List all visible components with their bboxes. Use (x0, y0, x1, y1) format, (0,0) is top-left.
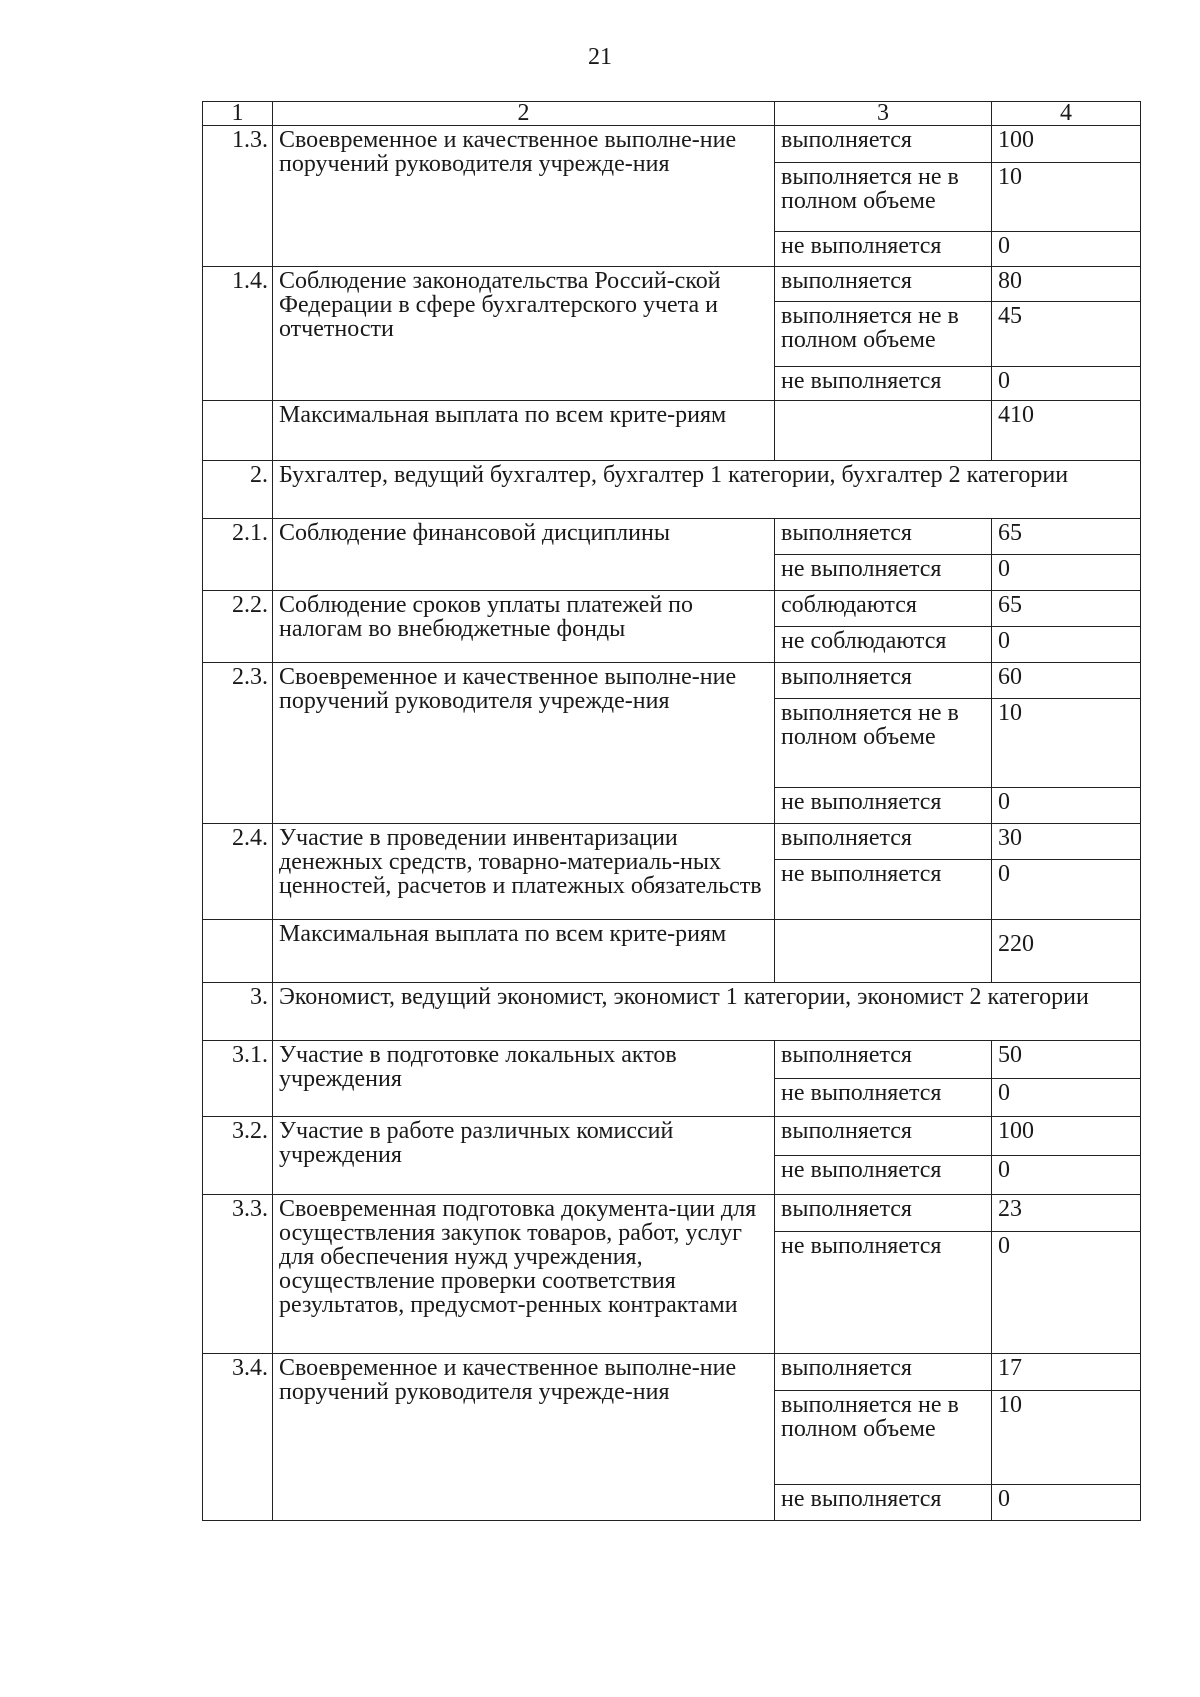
points-cell: 10 (992, 699, 1141, 788)
points-cell: 0 (992, 788, 1141, 824)
points-cell: 0 (992, 1079, 1141, 1117)
table-row (203, 1041, 1141, 1079)
row-number: 2.1. (203, 519, 273, 591)
state-cell: не соблюдаются (775, 627, 992, 663)
state-cell: не выполняется (775, 1232, 992, 1354)
section-title: Бухгалтер, ведущий бухгалтер, бухгалтер 1 категории, бухгалтер 2 категории (273, 461, 1141, 519)
header-col-3: 3 (775, 102, 992, 126)
points-cell: 0 (992, 860, 1141, 920)
points-cell: 17 (992, 1354, 1141, 1391)
criterion-text: Своевременное и качественное выполне-ние поручений руководителя учрежде-ния (273, 126, 775, 267)
state-cell: выполняется не в полном объеме (775, 163, 992, 232)
row-number: 1.3. (203, 126, 273, 267)
table-row (203, 824, 1141, 860)
section-row (203, 461, 1141, 519)
state-cell: не выполняется (775, 1156, 992, 1195)
state-cell: выполняется (775, 519, 992, 555)
criterion-text: Соблюдение сроков уплаты платежей по налогам во внебюджетные фонды (273, 591, 775, 663)
points-cell: 0 (992, 1156, 1141, 1195)
state-cell: выполняется не в полном объеме (775, 699, 992, 788)
section-title: Экономист, ведущий экономист, экономист 1 категории, экономист 2 категории (273, 983, 1141, 1041)
section-number: 2. (203, 461, 273, 519)
points-cell: 60 (992, 663, 1141, 699)
empty-cell (203, 920, 273, 983)
row-number: 2.2. (203, 591, 273, 663)
table-row (203, 519, 1141, 555)
table-row (203, 126, 1141, 163)
criterion-text: Соблюдение законодательства Россий-ской Федерации в сфере бухгалтерского учета и отчетности (273, 267, 775, 401)
header-row (203, 102, 1141, 126)
points-cell: 65 (992, 591, 1141, 627)
criteria-table-body (203, 102, 1141, 1521)
table-row (203, 591, 1141, 627)
header-col-1: 1 (203, 102, 273, 126)
criterion-text: Участие в работе различных комиссий учреждения (273, 1117, 775, 1195)
points-cell: 30 (992, 824, 1141, 860)
state-cell: не выполняется (775, 860, 992, 920)
criterion-text: Участие в проведении инвентаризации денежных средств, товарно-материаль-ных ценностей, расчетов и платежных обязательств (273, 824, 775, 920)
points-cell: 80 (992, 267, 1141, 302)
points-cell: 100 (992, 126, 1141, 163)
points-cell: 0 (992, 367, 1141, 401)
header-col-2: 2 (273, 102, 775, 126)
row-number: 2.3. (203, 663, 273, 824)
criterion-text: Участие в подготовке локальных актов учреждения (273, 1041, 775, 1117)
criterion-text: Своевременное и качественное выполне-ние поручений руководителя учрежде-ния (273, 1354, 775, 1521)
max-payment-label: Максимальная выплата по всем крите-риям (273, 401, 775, 461)
state-cell: не выполняется (775, 367, 992, 401)
points-cell: 10 (992, 163, 1141, 232)
row-number: 3.2. (203, 1117, 273, 1195)
state-cell: выполняется (775, 1195, 992, 1232)
criterion-text: Своевременная подготовка документа-ции для осуществления закупок товаров, работ, услуг для обеспечения нужд учреждения, осуществление проверки соответствия результатов, предусмот-ренных контрактами (273, 1195, 775, 1354)
points-cell: 100 (992, 1117, 1141, 1156)
state-cell: выполняется не в полном объеме (775, 302, 992, 367)
points-cell: 0 (992, 1485, 1141, 1521)
criterion-text: Соблюдение финансовой дисциплины (273, 519, 775, 591)
points-cell: 10 (992, 1391, 1141, 1485)
points-cell: 23 (992, 1195, 1141, 1232)
state-cell: выполняется (775, 126, 992, 163)
empty-cell (775, 401, 992, 461)
state-cell: выполняется (775, 824, 992, 860)
state-cell: соблюдаются (775, 591, 992, 627)
max-payment-label: Максимальная выплата по всем крите-риям (273, 920, 775, 983)
state-cell: выполняется (775, 1041, 992, 1079)
state-cell: выполняется (775, 663, 992, 699)
points-cell: 0 (992, 627, 1141, 663)
state-cell: не выполняется (775, 1079, 992, 1117)
row-number: 2.4. (203, 824, 273, 920)
row-number: 1.4. (203, 267, 273, 401)
table-row (203, 1117, 1141, 1156)
row-number: 3.1. (203, 1041, 273, 1117)
points-cell: 0 (992, 1232, 1141, 1354)
row-number: 3.4. (203, 1354, 273, 1521)
empty-cell (775, 920, 992, 983)
state-cell: выполняется (775, 267, 992, 302)
state-cell: не выполняется (775, 232, 992, 267)
table-row (203, 663, 1141, 699)
criteria-table (202, 101, 1141, 1521)
max-payment-row (203, 401, 1141, 461)
max-payment-row (203, 920, 1141, 983)
state-cell: не выполняется (775, 788, 992, 824)
points-cell: 65 (992, 519, 1141, 555)
state-cell: не выполняется (775, 555, 992, 591)
empty-cell (203, 401, 273, 461)
section-number: 3. (203, 983, 273, 1041)
points-cell: 45 (992, 302, 1141, 367)
table-row (203, 1354, 1141, 1391)
max-payment-value: 220 (992, 920, 1141, 983)
criterion-text: Своевременное и качественное выполне-ние поручений руководителя учрежде-ния (273, 663, 775, 824)
points-cell: 0 (992, 232, 1141, 267)
state-cell: не выполняется (775, 1485, 992, 1521)
state-cell: выполняется не в полном объеме (775, 1391, 992, 1485)
state-cell: выполняется (775, 1117, 992, 1156)
header-col-4: 4 (992, 102, 1141, 126)
table-row (203, 267, 1141, 302)
points-cell: 0 (992, 555, 1141, 591)
state-cell: выполняется (775, 1354, 992, 1391)
points-cell: 50 (992, 1041, 1141, 1079)
max-payment-value: 410 (992, 401, 1141, 461)
table-row (203, 1195, 1141, 1232)
section-row (203, 983, 1141, 1041)
row-number: 3.3. (203, 1195, 273, 1354)
page-number: 21 (588, 44, 612, 70)
